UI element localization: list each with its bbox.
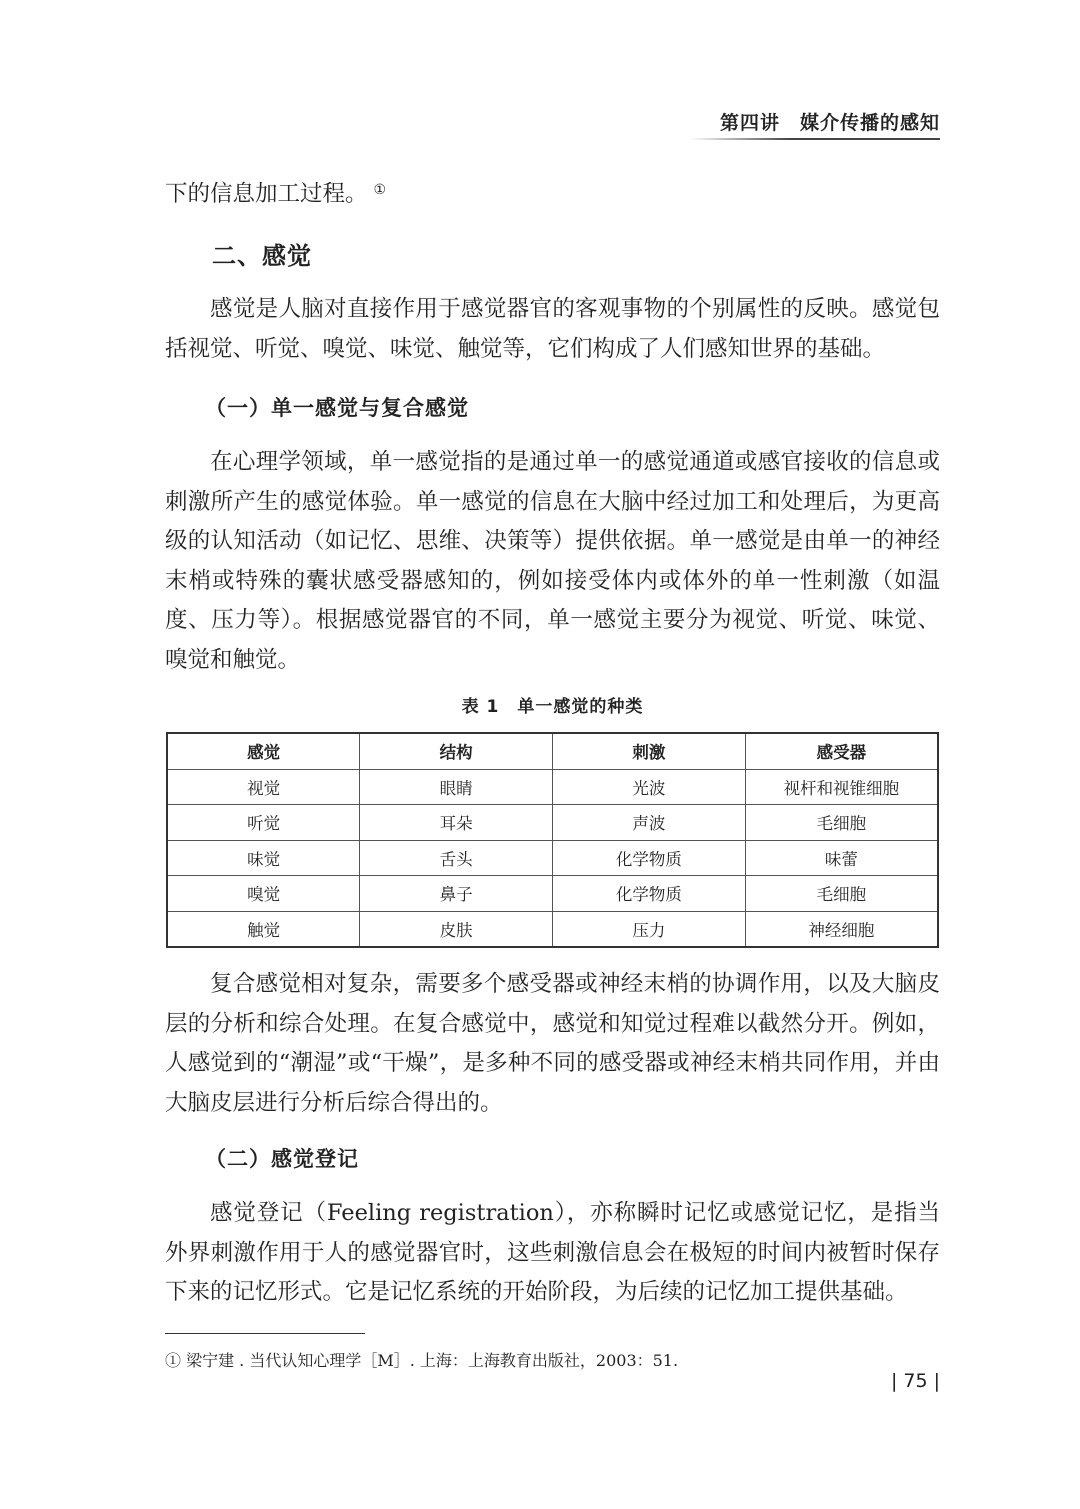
- page-number: | 75 |: [890, 1370, 940, 1392]
- table-cell: 神经细胞: [745, 911, 938, 947]
- footnote: ① 梁宁建 . 当代认知心理学［M］. 上海：上海教育出版社，2003：51.: [165, 1351, 679, 1370]
- table-cell: 毛细胞: [745, 876, 938, 912]
- table-cell: 视觉: [167, 769, 360, 805]
- table-header-cell: 刺激: [553, 733, 746, 769]
- paragraph-sensory-registration: 感觉登记（Feeling registration），亦称瞬时记忆或感觉记忆，是指当外界刺激作用于人的感觉器官时，这些刺激信息会在极短的时间内被暂时保存下来的记忆形式。它是记忆系统的开始阶段，为后续的记忆加工提供基础。: [165, 1200, 940, 1305]
- table-cell: 压力: [553, 911, 746, 947]
- table-header-cell: 感觉: [167, 733, 360, 769]
- subheading-sensory-registration: （二）感觉登记: [205, 1147, 359, 1171]
- paragraph-sensation-definition: 感觉是人脑对直接作用于感觉器官的客观事物的个别属性的反映。感觉包括视觉、听觉、嗅觉、味觉、触觉等，它们构成了人们感知世界的基础。: [165, 296, 940, 362]
- table-cell: 皮肤: [360, 911, 553, 947]
- paragraph-compound-sensation: 复合感觉相对复杂，需要多个感受器或神经末梢的协调作用，以及大脑皮层的分析和综合处理。在复合感觉中，感觉和知觉过程难以截然分开。例如，人感觉到的“潮湿”或“干燥”，是多种不同的感受器或神经末梢共同作用，并由大脑皮层进行分析后综合得出的。: [165, 971, 940, 1116]
- table-row: [167, 769, 938, 805]
- table-cell: 触觉: [167, 911, 360, 947]
- table-cell: 味觉: [167, 840, 360, 876]
- table-cell: 化学物质: [553, 876, 746, 912]
- subheading-single-compound: （一）单一感觉与复合感觉: [205, 396, 469, 420]
- table-cell: 毛细胞: [745, 805, 938, 841]
- table-header-cell: 结构: [360, 733, 553, 769]
- continuation-paragraph: [165, 175, 940, 215]
- senses-table: [166, 732, 939, 948]
- footnote-divider: [165, 1333, 365, 1334]
- table-cell: 光波: [553, 769, 746, 805]
- table-row: [167, 876, 938, 912]
- running-head-text: 第四讲 媒介传播的感知: [719, 112, 940, 134]
- table-row: [167, 805, 938, 841]
- table-cell: 味蕾: [745, 840, 938, 876]
- table-cell: 听觉: [167, 805, 360, 841]
- running-head: [690, 108, 940, 140]
- table-caption: 表 1 单一感觉的种类: [461, 697, 644, 717]
- table-cell: 鼻子: [360, 876, 553, 912]
- continuation-text: 下的信息加工过程。: [165, 181, 368, 207]
- table-cell: 舌头: [360, 840, 553, 876]
- table-header-cell: 感受器: [745, 733, 938, 769]
- table-cell: 声波: [553, 805, 746, 841]
- running-head-rule: [690, 138, 940, 140]
- table-row: [167, 840, 938, 876]
- table-cell: 嗅觉: [167, 876, 360, 912]
- table-cell: 化学物质: [553, 840, 746, 876]
- footnote-marker: ①: [373, 182, 387, 198]
- table-row: [167, 911, 938, 947]
- table-cell: 眼睛: [360, 769, 553, 805]
- table-cell: 耳朵: [360, 805, 553, 841]
- table-header-row: [167, 733, 938, 769]
- paragraph-single-sensation: 在心理学领域，单一感觉指的是通过单一的感觉通道或感官接收的信息或刺激所产生的感觉体验。单一感觉的信息在大脑中经过加工和处理后，为更高级的认知活动（如记忆、思维、决策等）提供依据。单一感觉是由单一的神经末梢或特殊的囊状感受器感知的，例如接受体内或体外的单一性刺激（如温度、压力等）。根据感觉器官的不同，单一感觉主要分为视觉、听觉、味觉、嗅觉和触觉。: [165, 449, 940, 673]
- section-heading: 二、感觉: [212, 242, 312, 270]
- table-cell: 视杆和视锥细胞: [745, 769, 938, 805]
